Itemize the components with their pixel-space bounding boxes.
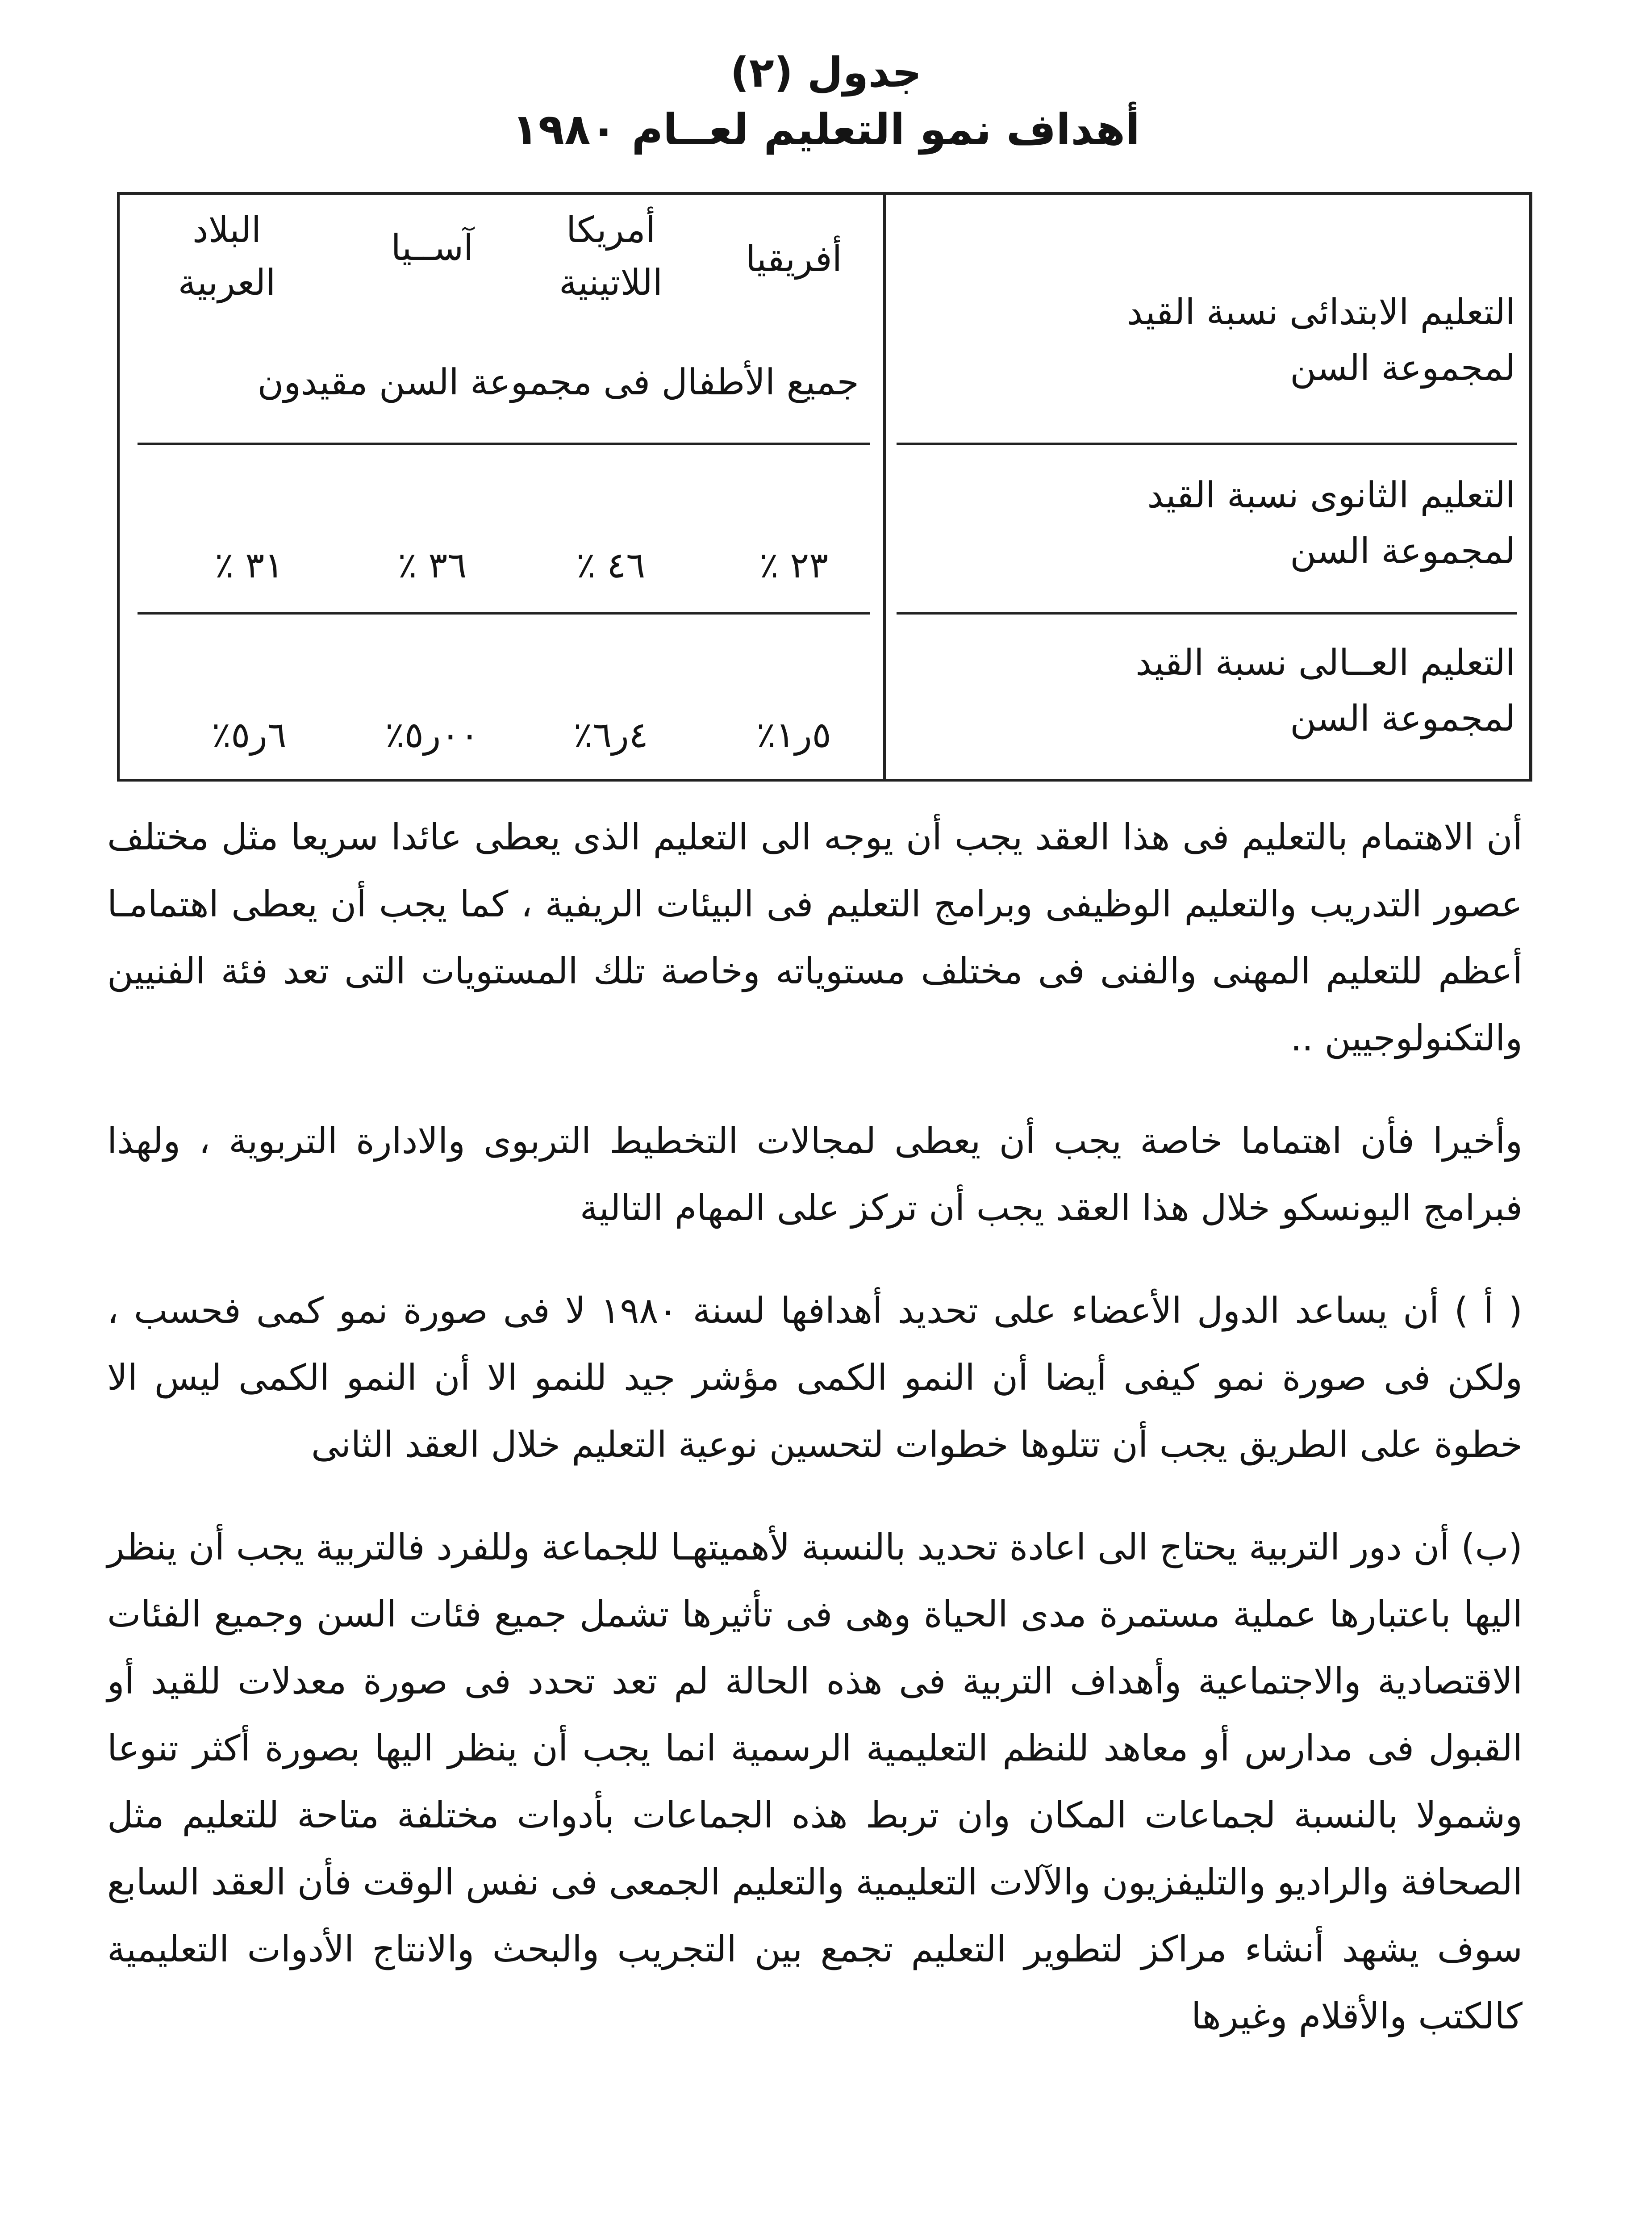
region-header-asia: آســيا xyxy=(391,227,474,268)
paragraph: وأخيرا فأن اهتماما خاصة يجب أن يعطى لمجالات التخطيط التربوى والادارة التربوية ، ولهذا فبرامج اليونسكو خلال هذا العقد يجب أن تركز على المهام التالية xyxy=(107,1120,1523,1229)
value-secondary-africa: ٢٣ ٪ xyxy=(759,544,829,586)
value-higher-africa: ٥ر١٪ xyxy=(756,714,831,756)
education-targets-table xyxy=(117,192,1532,782)
row-divider xyxy=(897,612,1517,615)
paragraph: أن الاهتمام بالتعليم فى هذا العقد يجب أن يوجه الى التعليم الذى يعطى عائدا سريعا مثل مختلف عصور التدريب والتعليم الوظيفى وبرامج التعليم فى البيئات الريفية ، كما يجب أن يعطى اهتمامـا أعظم للتعليم المهنى والفنى فى مختلف مستوياته وخاصة تلك المستويات التى تعد فئة الفنيين والتكنولوجيين .. xyxy=(107,816,1523,1059)
value-secondary-arab-countries: ٣١ ٪ xyxy=(214,544,284,586)
paragraph: (ب) أن دور التربية يحتاج الى اعادة تحديد بالنسبة لأهميتهـا للجماعة وللفرد فالتربية يجب أن ينظر اليها باعتبارها عملية مستمرة مدى الحياة وهى فى تأثيرها تشمل جميع فئات السن وجميع الفئات الاقتصادية والاجتماعية وأهداف التربية فى هذه الحالة لم تعد تحدد فى صورة معدلات للقيد أو القبول فى مدارس أو معاهد للنظم التعليمية الرسمية انما يجب أن ينظر اليها بصورة أكثر تنوعا وشمولا بالنسبة لجماعات المكان وان تربط هذه الجماعات بأدوات مختلفة متاحة للتعليم مثل الصحافة والراديو والتليفزيون والآلات التعليمية والتعليم الجمعى فى نفس الوقت فأن العقد السابع سوف يشهد أنشاء مراكز لتطوير التعليم تجمع بين التجريب والبحث والانتاج الأدوات التعليمية كالكتب والأقلام وغيرها xyxy=(107,1526,1523,2037)
column-divider xyxy=(883,195,886,779)
value-secondary-latin-america: ٤٦ ٪ xyxy=(576,544,646,586)
row-label-secondary: التعليم الثانوى نسبة القيد لمجموعة السن xyxy=(1147,474,1515,572)
value-secondary-asia: ٣٦ ٪ xyxy=(397,544,467,586)
row-label-primary: التعليم الابتدائى نسبة القيد لمجموعة السن xyxy=(1126,291,1515,389)
value-higher-asia: ٠٠ر٥٪ xyxy=(385,714,480,756)
region-header-arab-countries: البلاد العربية xyxy=(178,209,276,303)
body-text xyxy=(107,804,1523,2086)
table-subtitle: أهداف نمو التعليم لعــام ١٩٨٠ xyxy=(512,105,1140,155)
value-higher-latin-america: ٤ر٦٪ xyxy=(573,714,648,756)
primary-note: جميع الأطفال فى مجموعة السن مقيدون xyxy=(257,361,859,403)
region-header-africa: أفريقيا xyxy=(746,238,842,280)
row-divider xyxy=(138,443,870,445)
paragraph: ( أ ) أن يساعد الدول الأعضاء على تحديد أهدافها لسنة ١٩٨٠ لا فى صورة نمو كمى فحسب ، ولكن فى صورة نمو كيفى أيضا أن النمو الكمى مؤشر جيد للنمو الا أن النمو الكمى ليس الا خطوة على الطريق يجب أن تتلوها خطوات لتحسين نوعية التعليم خلال العقد الثانى xyxy=(107,1290,1523,1465)
title-block xyxy=(0,45,1652,159)
row-divider xyxy=(138,612,870,615)
row-divider xyxy=(897,443,1517,445)
value-higher-arab-countries: ٦ر٥٪ xyxy=(212,714,287,756)
table-title: جدول (٢) xyxy=(730,49,922,96)
row-label-higher: التعليم العــالى نسبة القيد لمجموعة السن xyxy=(1135,642,1515,739)
region-header-latin-america: أمريكا اللاتينية xyxy=(559,209,663,303)
